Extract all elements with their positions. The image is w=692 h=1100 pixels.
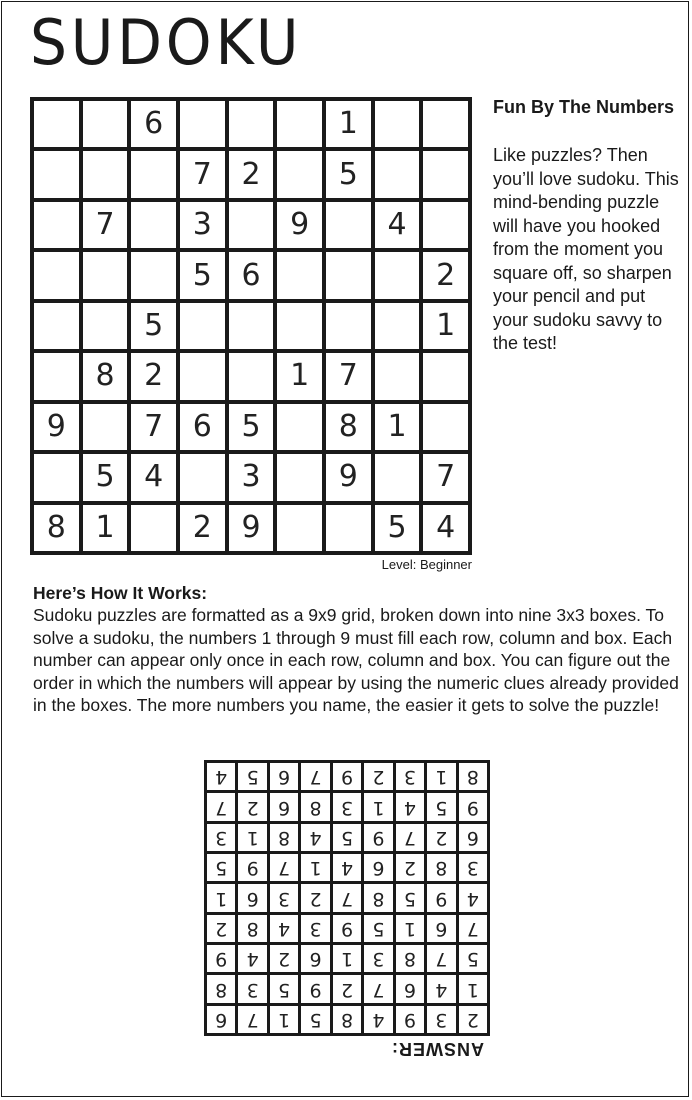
- puzzle-cell-r1c1[interactable]: [34, 101, 79, 147]
- answer-cell-r4c4: 5: [364, 915, 392, 942]
- answer-cell-r5c2: 9: [427, 884, 455, 911]
- puzzle-cell-r6c4[interactable]: [180, 353, 225, 399]
- puzzle-cell-r6c7[interactable]: 7: [326, 353, 371, 399]
- puzzle-cell-r1c5[interactable]: [229, 101, 274, 147]
- answer-cell-r2c6: 9: [301, 975, 329, 1002]
- answer-cell-r4c3: 1: [396, 915, 424, 942]
- answer-cell-r2c1: 1: [459, 975, 487, 1002]
- puzzle-cell-r1c7[interactable]: 1: [326, 101, 371, 147]
- puzzle-cell-r6c5[interactable]: [229, 353, 274, 399]
- answer-cell-r7c2: 2: [427, 824, 455, 851]
- answer-cell-r9c8: 5: [238, 763, 266, 790]
- puzzle-cell-r7c3[interactable]: 7: [131, 404, 176, 450]
- puzzle-cell-r1c4[interactable]: [180, 101, 225, 147]
- answer-cell-r9c7: 6: [270, 763, 298, 790]
- puzzle-cell-r7c7[interactable]: 8: [326, 404, 371, 450]
- puzzle-cell-r7c8[interactable]: 1: [375, 404, 420, 450]
- difficulty-level: Level: Beginner: [381, 557, 472, 572]
- answer-cell-r8c2: 5: [427, 793, 455, 820]
- answer-cell-r5c4: 8: [364, 884, 392, 911]
- puzzle-cell-r5c4[interactable]: [180, 303, 225, 349]
- answer-cell-r6c3: 2: [396, 854, 424, 881]
- answer-cell-r4c9: 2: [207, 915, 235, 942]
- puzzle-cell-r3c1[interactable]: [34, 202, 79, 248]
- puzzle-cell-r2c2[interactable]: [83, 151, 128, 197]
- answer-cell-r2c5: 2: [333, 975, 361, 1002]
- answer-cell-r7c3: 7: [396, 824, 424, 851]
- answer-cell-r3c1: 5: [459, 945, 487, 972]
- puzzle-cell-r9c5[interactable]: 9: [229, 505, 274, 551]
- puzzle-cell-r6c1[interactable]: [34, 353, 79, 399]
- answer-cell-r3c6: 6: [301, 945, 329, 972]
- answer-cell-r5c6: 2: [301, 884, 329, 911]
- puzzle-cell-r8c9[interactable]: 7: [423, 454, 468, 500]
- answer-cell-r4c7: 4: [270, 915, 298, 942]
- puzzle-cell-r8c5[interactable]: 3: [229, 454, 274, 500]
- answer-cell-r5c7: 3: [270, 884, 298, 911]
- puzzle-cell-r2c9[interactable]: [423, 151, 468, 197]
- answer-cell-r9c2: 1: [427, 763, 455, 790]
- answer-cell-r9c1: 8: [459, 763, 487, 790]
- answer-cell-r8c7: 6: [270, 793, 298, 820]
- puzzle-cell-r2c1[interactable]: [34, 151, 79, 197]
- puzzle-cell-r6c3[interactable]: 2: [131, 353, 176, 399]
- sudoku-answer-grid: [204, 760, 490, 1036]
- answer-cell-r9c5: 9: [333, 763, 361, 790]
- answer-cell-r5c1: 4: [459, 884, 487, 911]
- puzzle-cell-r9c7[interactable]: [326, 505, 371, 551]
- answer-cell-r6c6: 1: [301, 854, 329, 881]
- puzzle-cell-r5c2[interactable]: [83, 303, 128, 349]
- answer-cell-r4c1: 7: [459, 915, 487, 942]
- puzzle-cell-r3c4[interactable]: 3: [180, 202, 225, 248]
- answer-cell-r2c2: 4: [427, 975, 455, 1002]
- puzzle-cell-r8c4[interactable]: [180, 454, 225, 500]
- puzzle-cell-r8c7[interactable]: 9: [326, 454, 371, 500]
- puzzle-cell-r8c3[interactable]: 4: [131, 454, 176, 500]
- sidebar-text: Like puzzles? Then you’ll love sudoku. This mind-bending puzzle will have you hooked from the moment you square off, so sharpen your pencil and put your sudoku savvy to the test!: [493, 145, 679, 353]
- answer-cell-r3c9: 9: [207, 945, 235, 972]
- answer-cell-r6c1: 3: [459, 854, 487, 881]
- answer-cell-r8c4: 1: [364, 793, 392, 820]
- puzzle-cell-r5c8[interactable]: [375, 303, 420, 349]
- puzzle-cell-r1c2[interactable]: [83, 101, 128, 147]
- answer-cell-r8c3: 4: [396, 793, 424, 820]
- puzzle-cell-r2c8[interactable]: [375, 151, 420, 197]
- puzzle-cell-r2c3[interactable]: [131, 151, 176, 197]
- answer-cell-r7c7: 8: [270, 824, 298, 851]
- puzzle-cell-r6c8[interactable]: [375, 353, 420, 399]
- how-it-works: [33, 582, 683, 717]
- puzzle-cell-r5c7[interactable]: [326, 303, 371, 349]
- puzzle-cell-r9c9[interactable]: 4: [423, 505, 468, 551]
- puzzle-cell-r9c4[interactable]: 2: [180, 505, 225, 551]
- puzzle-cell-r6c9[interactable]: [423, 353, 468, 399]
- puzzle-cell-r9c3[interactable]: [131, 505, 176, 551]
- answer-cell-r1c9: 6: [207, 1006, 235, 1033]
- answer-cell-r3c8: 4: [238, 945, 266, 972]
- answer-cell-r9c4: 2: [364, 763, 392, 790]
- puzzle-cell-r8c2[interactable]: 5: [83, 454, 128, 500]
- answer-cell-r8c5: 3: [333, 793, 361, 820]
- answer-cell-r5c8: 6: [238, 884, 266, 911]
- answer-cell-r8c9: 7: [207, 793, 235, 820]
- answer-cell-r7c9: 3: [207, 824, 235, 851]
- puzzle-cell-r2c5[interactable]: 2: [229, 151, 274, 197]
- answer-cell-r6c2: 8: [427, 854, 455, 881]
- puzzle-cell-r5c5[interactable]: [229, 303, 274, 349]
- answer-cell-r2c7: 5: [270, 975, 298, 1002]
- answer-cell-r5c3: 5: [396, 884, 424, 911]
- puzzle-cell-r3c8[interactable]: 4: [375, 202, 420, 248]
- answer-cell-r7c4: 9: [364, 824, 392, 851]
- answer-cell-r6c4: 6: [364, 854, 392, 881]
- puzzle-cell-r9c8[interactable]: 5: [375, 505, 420, 551]
- answer-cell-r9c3: 3: [396, 763, 424, 790]
- answer-cell-r2c9: 8: [207, 975, 235, 1002]
- answer-cell-r1c1: 2: [459, 1006, 487, 1033]
- answer-cell-r7c1: 6: [459, 824, 487, 851]
- puzzle-cell-r7c1[interactable]: 9: [34, 404, 79, 450]
- answer-cell-r6c7: 7: [270, 854, 298, 881]
- answer-cell-r4c8: 8: [238, 915, 266, 942]
- answer-cell-r1c3: 9: [396, 1006, 424, 1033]
- sidebar-intro: [493, 96, 683, 356]
- puzzle-cell-r1c8[interactable]: [375, 101, 420, 147]
- answer-cell-r2c8: 3: [238, 975, 266, 1002]
- answer-cell-r4c5: 9: [333, 915, 361, 942]
- answer-cell-r7c6: 4: [301, 824, 329, 851]
- puzzle-cell-r1c3[interactable]: 6: [131, 101, 176, 147]
- puzzle-cell-r4c7[interactable]: [326, 252, 371, 298]
- answer-cell-r1c8: 7: [238, 1006, 266, 1033]
- answer-cell-r5c9: 1: [207, 884, 235, 911]
- puzzle-cell-r8c8[interactable]: [375, 454, 420, 500]
- answer-cell-r1c5: 8: [333, 1006, 361, 1033]
- puzzle-cell-r4c5[interactable]: 6: [229, 252, 274, 298]
- answer-cell-r2c4: 7: [364, 975, 392, 1002]
- puzzle-cell-r8c1[interactable]: [34, 454, 79, 500]
- answer-cell-r2c3: 6: [396, 975, 424, 1002]
- page-title: SUDOKU: [30, 6, 303, 79]
- answer-cell-r3c4: 3: [364, 945, 392, 972]
- answer-cell-r1c2: 3: [427, 1006, 455, 1033]
- puzzle-cell-r7c4[interactable]: 6: [180, 404, 225, 450]
- puzzle-cell-r2c6[interactable]: [277, 151, 322, 197]
- answer-cell-r4c2: 6: [427, 915, 455, 942]
- puzzle-cell-r9c2[interactable]: 1: [83, 505, 128, 551]
- answer-cell-r6c8: 9: [238, 854, 266, 881]
- puzzle-cell-r5c9[interactable]: 1: [423, 303, 468, 349]
- puzzle-cell-r9c1[interactable]: 8: [34, 505, 79, 551]
- puzzle-cell-r8c6[interactable]: [277, 454, 322, 500]
- puzzle-cell-r5c6[interactable]: [277, 303, 322, 349]
- puzzle-cell-r2c7[interactable]: 5: [326, 151, 371, 197]
- answer-cell-r3c3: 8: [396, 945, 424, 972]
- puzzle-cell-r3c9[interactable]: [423, 202, 468, 248]
- puzzle-cell-r4c8[interactable]: [375, 252, 420, 298]
- answer-cell-r1c6: 5: [301, 1006, 329, 1033]
- puzzle-cell-r3c5[interactable]: [229, 202, 274, 248]
- answer-cell-r1c4: 4: [364, 1006, 392, 1033]
- puzzle-cell-r6c2[interactable]: 8: [83, 353, 128, 399]
- puzzle-cell-r3c6[interactable]: 9: [277, 202, 322, 248]
- answer-label: ANSWER:: [391, 1039, 484, 1059]
- puzzle-cell-r4c4[interactable]: 5: [180, 252, 225, 298]
- answer-cell-r9c9: 4: [207, 763, 235, 790]
- puzzle-cell-r5c1[interactable]: [34, 303, 79, 349]
- puzzle-cell-r9c6[interactable]: [277, 505, 322, 551]
- puzzle-cell-r4c1[interactable]: [34, 252, 79, 298]
- answer-cell-r7c5: 5: [333, 824, 361, 851]
- sudoku-puzzle-grid: [30, 97, 472, 555]
- answer-section: [204, 760, 490, 1060]
- how-it-works-heading: Here’s How It Works:: [33, 583, 208, 603]
- puzzle-cell-r4c2[interactable]: [83, 252, 128, 298]
- puzzle-cell-r7c5[interactable]: 5: [229, 404, 274, 450]
- puzzle-cell-r4c9[interactable]: 2: [423, 252, 468, 298]
- answer-cell-r3c7: 2: [270, 945, 298, 972]
- answer-cell-r1c7: 1: [270, 1006, 298, 1033]
- puzzle-cell-r7c6[interactable]: [277, 404, 322, 450]
- puzzle-cell-r3c7[interactable]: [326, 202, 371, 248]
- puzzle-cell-r7c9[interactable]: [423, 404, 468, 450]
- answer-cell-r3c5: 1: [333, 945, 361, 972]
- answer-cell-r5c5: 7: [333, 884, 361, 911]
- answer-cell-r8c6: 8: [301, 793, 329, 820]
- puzzle-cell-r3c3[interactable]: [131, 202, 176, 248]
- answer-cell-r4c6: 3: [301, 915, 329, 942]
- puzzle-cell-r1c6[interactable]: [277, 101, 322, 147]
- puzzle-cell-r7c2[interactable]: [83, 404, 128, 450]
- puzzle-cell-r4c6[interactable]: [277, 252, 322, 298]
- puzzle-cell-r5c3[interactable]: 5: [131, 303, 176, 349]
- answer-cell-r6c5: 4: [333, 854, 361, 881]
- how-it-works-text: Sudoku puzzles are formatted as a 9x9 grid, broken down into nine 3x3 boxes. To solve a sudoku, the numbers 1 through 9 must fill each row, column and box. Each number can appear only once in each row, column and box. You can figure out the order in which the numbers will appear by using the numeric clues already provided in the boxes. The more numbers you name, the easier it gets to solve the puzzle!: [33, 605, 679, 715]
- puzzle-cell-r3c2[interactable]: 7: [83, 202, 128, 248]
- puzzle-cell-r1c9[interactable]: [423, 101, 468, 147]
- answer-cell-r7c8: 1: [238, 824, 266, 851]
- sidebar-heading: Fun By The Numbers: [493, 97, 675, 117]
- answer-cell-r6c9: 5: [207, 854, 235, 881]
- answer-cell-r8c1: 9: [459, 793, 487, 820]
- answer-cell-r3c2: 7: [427, 945, 455, 972]
- answer-cell-r9c6: 7: [301, 763, 329, 790]
- puzzle-cell-r2c4[interactable]: 7: [180, 151, 225, 197]
- answer-cell-r8c8: 2: [238, 793, 266, 820]
- puzzle-cell-r6c6[interactable]: 1: [277, 353, 322, 399]
- puzzle-cell-r4c3[interactable]: [131, 252, 176, 298]
